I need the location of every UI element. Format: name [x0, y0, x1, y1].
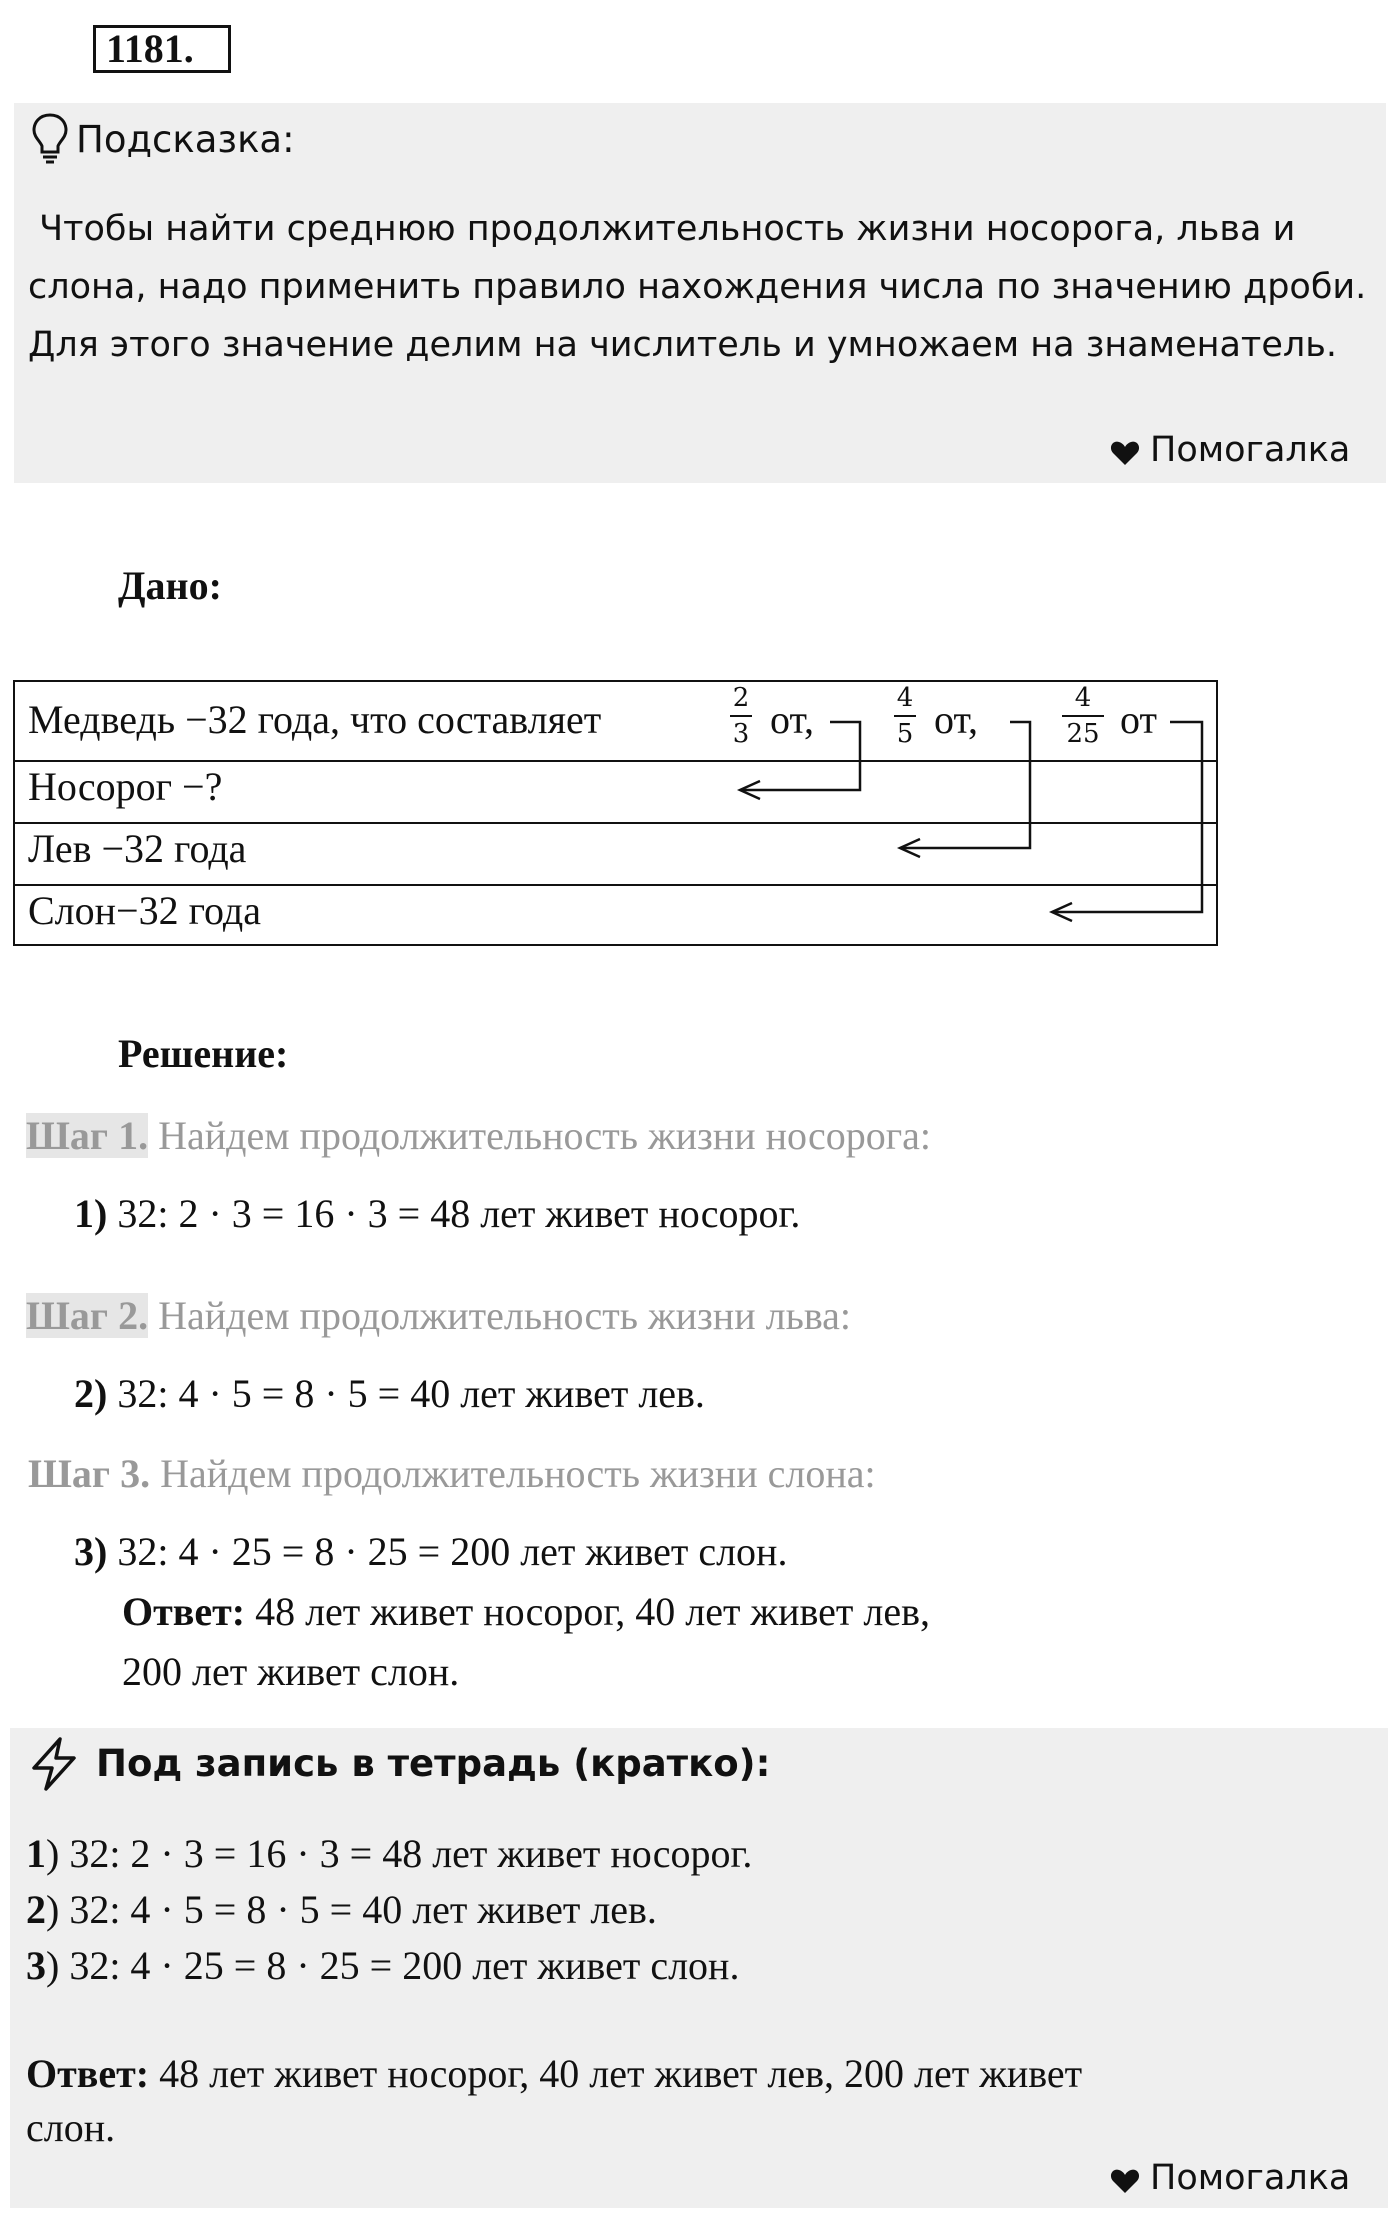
hint-title: Подсказка:	[76, 118, 295, 161]
equation-1: 1) 32: 2 · 3 = 16 · 3 = 48 лет живет носорог.	[74, 1191, 801, 1236]
notebook-answer: Ответ: 48 лет живет носорог, 40 лет живет лев, 200 лет живет	[26, 2051, 1083, 2096]
notebook-title: Под запись в тетрадь (кратко):	[96, 1742, 771, 1785]
heart-icon	[1110, 2168, 1140, 2194]
step-1	[26, 1112, 931, 1159]
step-2-text: Найдем продолжительность жизни льва:	[158, 1293, 852, 1338]
given-row-elephant: Слон−32 года	[28, 888, 261, 933]
answer-continued: 200 лет живет слон.	[122, 1649, 460, 1694]
hint-text: Чтобы найти среднюю продолжительность жизни носорога, льва и слона, надо применить правило нахождения числа по значению дроби. Для этого значение делим на числитель и умножаем на знаменатель.	[28, 209, 1367, 365]
notebook-line-2: 2) 32: 4 · 5 = 8 · 5 = 40 лет живет лев.	[26, 1887, 657, 1932]
brand-link[interactable]: Помогалка	[1150, 430, 1351, 470]
of-label: от	[1120, 697, 1157, 742]
equation-3: 3) 32: 4 · 25 = 8 · 25 = 200 лет живет слон.	[74, 1529, 788, 1574]
notebook-answer-continued: слон.	[26, 2105, 116, 2150]
step-1-label: Шаг 1.	[26, 1113, 149, 1158]
answer: Ответ: 48 лет живет носорог, 40 лет живет лев,	[122, 1589, 930, 1634]
step-3-label: Шаг 3.	[28, 1451, 151, 1496]
step-1-text: Найдем продолжительность жизни носорога:	[158, 1113, 932, 1158]
of-label: от,	[770, 697, 814, 742]
fraction-2-3: 2 3	[730, 683, 752, 749]
task-number: 1181.	[93, 25, 231, 73]
notebook-line-1: 1) 32: 2 · 3 = 16 · 3 = 48 лет живет носорог.	[26, 1831, 753, 1876]
notebook-line-3: 3) 32: 4 · 25 = 8 · 25 = 200 лет живет слон.	[26, 1943, 740, 1988]
step-2-label: Шаг 2.	[26, 1293, 149, 1338]
fraction-4-5: 4 5	[894, 683, 916, 749]
given-heading: Дано:	[118, 563, 222, 608]
relation-arrows	[0, 0, 1400, 1000]
equation-2: 2) 32: 4 · 5 = 8 · 5 = 40 лет живет лев.	[74, 1371, 705, 1416]
step-3	[28, 1450, 876, 1497]
brand-link[interactable]: Помогалка	[1150, 2158, 1351, 2198]
fraction-4-25: 4 25	[1062, 683, 1104, 749]
lightning-icon	[28, 1736, 82, 1792]
step-2	[26, 1292, 851, 1339]
solution-heading: Решение:	[118, 1031, 289, 1076]
given-row-rhino: Носорог −?	[28, 764, 223, 809]
of-label: от,	[934, 697, 978, 742]
given-row-bear: Медведь −32 года, что составляет	[28, 697, 602, 742]
step-3-text: Найдем продолжительность жизни слона:	[160, 1451, 876, 1496]
given-row-lion: Лев −32 года	[28, 826, 247, 871]
